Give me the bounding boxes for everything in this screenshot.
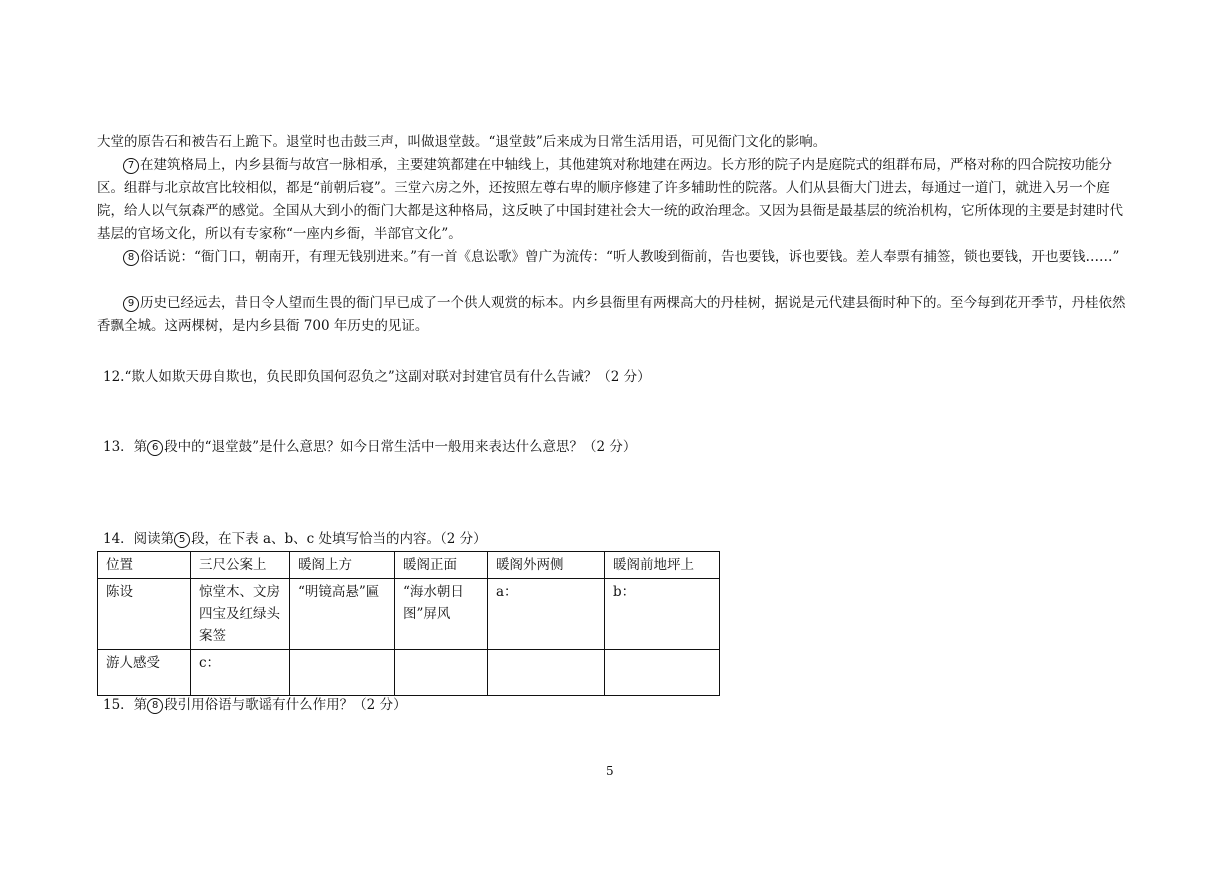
paragraph-7-text: 在建筑格局上，内乡县衙与故宫一脉相承，主要建筑都建在中轴线上，其他建筑对称地建在两边。长方形的院子内是庭院式的组群布局，严格对称的四合院按功能分区。组群与北京故宫比较相似，都是“前朝后寝”。三堂六房之外，还按照左尊右卑的顺序修建了许多辅助性的院落。人们从县衙大门进去，每通过一道门，就进入另一个庭院，给人以气氛森严的感觉。全国从大到小的衙门大都是这种格局，这反映了中国封建社会大一统的政治理念。又因为县衙是最基层的统治机构，它所体现的主要是封建时代基层的官场文化，所以有专家称“一座内乡衙，半部官文化”。 [97, 157, 1123, 242]
question-13 [103, 437, 636, 457]
table-cell: “海水朝日图”屏风 [395, 579, 488, 650]
table-header-cell: 位置 [98, 552, 191, 579]
question-15 [103, 695, 407, 715]
table-cell [488, 650, 605, 696]
table-header-cell: 暖阁外两侧 [488, 552, 605, 579]
table-header-cell: 暖阁正面 [395, 552, 488, 579]
answer-table [97, 551, 720, 696]
question-15-paragraph-ref: 8 [147, 698, 163, 714]
table-header-cell: 暖阁前地坪上 [605, 552, 720, 579]
paragraph-9-text: 历史已经远去，昔日令人望而生畏的衙门早已成了一个供人观赏的标本。内乡县衙里有两棵高大的丹桂树，据说是元代建县衙时种下的。至今每到花开季节，丹桂依然香飘全城。这两棵树，是内乡县衙 700 年历史的见证。 [97, 295, 1126, 334]
paragraph-number-7: 7 [123, 158, 139, 174]
table-cell: 惊堂木、文房四宝及红绿头案签 [191, 579, 290, 650]
table-cell [395, 650, 488, 696]
table-row [98, 650, 720, 696]
paragraph-number-9: 9 [123, 296, 139, 312]
table-cell: 陈设 [98, 579, 191, 650]
table-row [98, 579, 720, 650]
question-14-prefix: 14．阅读第 [103, 531, 175, 547]
question-14-text: 段，在下表 a、b、c 处填写恰当的内容。（2 分） [191, 531, 487, 547]
paragraph-7 [97, 154, 1127, 246]
page-number: 5 [606, 764, 614, 778]
paragraph-9 [97, 292, 1127, 338]
answer-cell-c[interactable]: c： [191, 650, 290, 696]
question-14 [103, 529, 487, 549]
answer-cell-a[interactable]: a： [488, 579, 605, 650]
paragraph-8 [97, 246, 1127, 269]
question-13-prefix: 13．第 [103, 439, 148, 455]
table-header-cell: 暖阁上方 [290, 552, 395, 579]
table-cell [290, 650, 395, 696]
table-cell [605, 650, 720, 696]
paragraph-8-text: 俗话说：“衙门口，朝南开，有理无钱别进来。”有一首《息讼歌》曾广为流传：“听人教唆到衙前，告也要钱，诉也要钱。差人奉票有捕签，锁也要钱，开也要钱……” [140, 249, 1120, 265]
question-13-paragraph-ref: 6 [147, 440, 163, 456]
table-header-row [98, 552, 720, 579]
paragraph-6-end: 大堂的原告石和被告石上跪下。退堂时也击鼓三声，叫做退堂鼓。“退堂鼓”后来成为日常生活用语，可见衙门文化的影响。 [97, 134, 827, 150]
question-15-prefix: 15．第 [103, 697, 148, 713]
table-cell: 游人感受 [98, 650, 191, 696]
question-13-text: 段中的“退堂鼓”是什么意思？如今日常生活中一般用来表达什么意思？（2 分） [164, 439, 637, 455]
table-cell: “明镜高悬”匾 [290, 579, 395, 650]
answer-cell-b[interactable]: b： [605, 579, 720, 650]
table-header-cell: 三尺公案上 [191, 552, 290, 579]
question-14-paragraph-ref: 5 [174, 532, 190, 548]
paragraph-number-8: 8 [123, 250, 139, 266]
question-12: 12.“欺人如欺天毋自欺也，负民即负国何忍负之”这副对联对封建官员有什么告诫？（2 分） [103, 369, 651, 385]
question-15-text: 段引用俗语与歌谣有什么作用？（2 分） [164, 697, 407, 713]
